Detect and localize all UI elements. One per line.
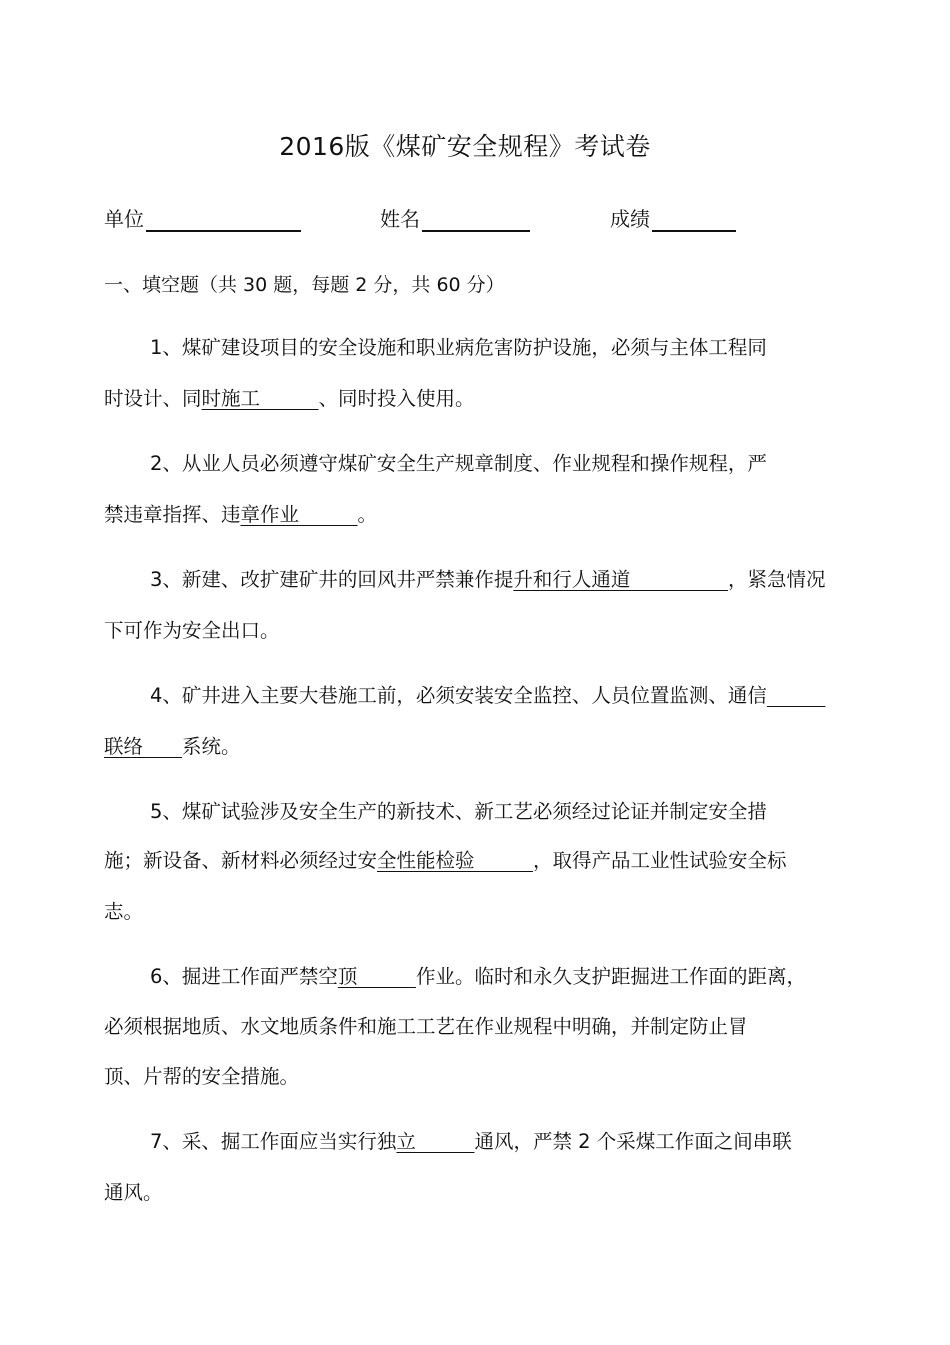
score-field <box>610 203 736 232</box>
q6-line-1 <box>150 962 806 992</box>
info-row <box>104 203 864 235</box>
q1-line-2 <box>104 384 475 414</box>
q7-text-b: 通风，严禁 2 个采煤工作面之间串联 <box>474 1130 792 1153</box>
name-field <box>380 203 530 232</box>
q1-line-1: 1、煤矿建设项目的安全设施和职业病危害防护设施，必须与主体工程同 <box>150 336 767 359</box>
q5-line-3: 志。 <box>104 900 144 923</box>
q5-answer: 全性能检验 <box>377 849 534 872</box>
unit-label: 单位 <box>104 207 144 231</box>
q4-line-1 <box>150 681 825 711</box>
q7-line-2: 通风。 <box>104 1181 163 1204</box>
q1-text-b: 、同时投入使用。 <box>318 387 475 410</box>
q5-text-b: ，取得产品工业性试验安全标 <box>533 849 787 872</box>
q2-line-2 <box>104 500 377 530</box>
name-blank[interactable] <box>422 204 530 232</box>
q6-line-3: 顶、片帮的安全措施。 <box>104 1065 300 1088</box>
q3-line-1 <box>150 565 825 595</box>
q5-line-2 <box>104 846 787 876</box>
q1-text-a: 时设计、同 <box>104 387 202 410</box>
exam-title: 2016版《煤矿安全规程》考试卷 <box>279 132 651 161</box>
q7-line-1 <box>150 1127 792 1157</box>
q2-line-1: 2、从业人员必须遵守煤矿安全生产规章制度、作业规程和操作规程，严 <box>150 452 767 475</box>
q3-answer: 升和行人通道 <box>513 568 728 591</box>
q4-text-b: 系统。 <box>182 735 241 758</box>
score-blank[interactable] <box>652 204 736 232</box>
name-label: 姓名 <box>380 207 420 231</box>
q3-text-a: 3、新建、改扩建矿井的回风井严禁兼作提 <box>150 568 514 591</box>
q3-line-2: 下可作为安全出口。 <box>104 619 280 642</box>
q6-text-a: 6、掘进工作面严禁空 <box>150 965 338 988</box>
q6-line-2: 必须根据地质、水文地质条件和施工工艺在作业规程中明确，并制定防止冒 <box>104 1015 748 1038</box>
q1-answer: 时施工 <box>201 387 319 410</box>
unit-blank[interactable] <box>146 204 301 232</box>
q7-text-a: 7、采、掘工作面应当实行独 <box>150 1130 397 1153</box>
q4-answer: 联络 <box>104 735 183 758</box>
section-heading: 一、填空题（共 30 题，每题 2 分，共 60 分） <box>104 274 505 296</box>
score-label: 成绩 <box>610 207 650 231</box>
unit-field <box>104 203 301 232</box>
q4-answer-start <box>767 684 826 707</box>
q2-text-a: 禁违章指挥、违 <box>104 503 241 526</box>
q2-text-b: 。 <box>357 503 378 526</box>
q2-answer: 章作业 <box>240 503 358 526</box>
q6-answer: 顶 <box>337 965 416 988</box>
q5-text-a: 施；新设备、新材料必须经过安 <box>104 849 378 872</box>
q3-text-b: ，紧急情况 <box>727 568 826 591</box>
q6-text-b: 作业。临时和永久支护距掘进工作面的距离， <box>415 965 806 988</box>
q4-line-2 <box>104 732 241 762</box>
q7-answer: 立 <box>396 1130 475 1153</box>
q5-line-1: 5、煤矿试验涉及安全生产的新技术、新工艺必须经过论证并制定安全措 <box>150 800 767 823</box>
q4-text-a: 4、矿井进入主要大巷施工前，必须安装安全监控、人员位置监测、通信 <box>150 684 767 707</box>
